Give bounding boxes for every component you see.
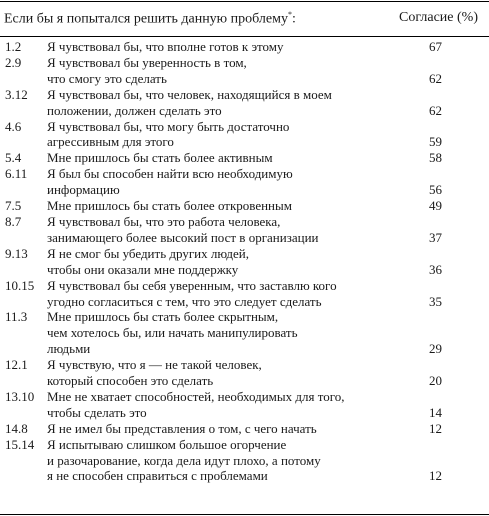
- statement-line: который способен это сделать: [47, 373, 214, 389]
- statement-line: Я чувствовал бы, что человек, находящийся в моем: [47, 86, 332, 102]
- row-id: 3.12: [5, 86, 28, 102]
- row-agreement-value: 20: [429, 373, 442, 389]
- statement-line: угодно согласиться с тем, что это следует сделать: [47, 293, 322, 309]
- table-row: [0, 119, 489, 151]
- table-row: [0, 39, 489, 55]
- statement-line: Я не смог бы убедить других людей,: [47, 245, 249, 261]
- statement-line: что смогу это сделать: [47, 70, 167, 86]
- row-agreement-value: 59: [429, 134, 442, 150]
- row-statement: [47, 214, 387, 246]
- row-id: 4.6: [5, 118, 22, 134]
- statement-line: Мне пришлось бы стать более откровенным: [47, 198, 292, 214]
- row-id: 8.7: [5, 213, 22, 229]
- table-row: [0, 166, 489, 198]
- table-row: [0, 437, 489, 485]
- row-id: 7.5: [5, 198, 22, 214]
- row-id: 11.3: [5, 309, 28, 325]
- row-statement: [47, 246, 387, 278]
- statement-line: Я чувствовал бы себя уверенным, что заставлю кого: [47, 277, 337, 293]
- table-row: [0, 421, 489, 437]
- row-statement: [47, 437, 387, 485]
- statement-line: Я чувствую, что я — не такой человек,: [47, 357, 262, 373]
- row-agreement-value: 37: [429, 229, 442, 245]
- row-id: 6.11: [5, 166, 28, 182]
- table-body: [0, 39, 489, 484]
- statement-line: людьми: [47, 341, 91, 357]
- table-row: [0, 87, 489, 119]
- statement-line: и разочарование, когда дела идут плохо, а потому: [47, 452, 321, 468]
- header-question: [4, 10, 296, 28]
- header-question-colon: :: [291, 11, 296, 27]
- statement-line: чтобы они оказали мне поддержку: [47, 261, 239, 277]
- row-id: 2.9: [5, 54, 22, 70]
- table-row: [0, 357, 489, 389]
- statement-line: Я чувствовал бы уверенность в том,: [47, 54, 247, 70]
- row-agreement-value: 67: [429, 39, 442, 54]
- statement-line: агрессивным для этого: [47, 134, 174, 150]
- row-statement: [47, 150, 387, 166]
- row-id: 9.13: [5, 245, 28, 261]
- statement-line: я не способен справиться с проблемами: [47, 468, 268, 484]
- statement-line: занимающего более высокий пост в организации: [47, 229, 319, 245]
- header-question-text: Если бы я попытался решить данную проблему: [4, 11, 288, 27]
- table-header: [4, 8, 480, 30]
- row-id: 5.4: [5, 150, 22, 166]
- row-statement: [47, 278, 387, 310]
- row-id: 15.14: [5, 436, 35, 452]
- statement-line: Я испытываю слишком большое огорчение: [47, 436, 287, 452]
- table-bottom-rule: [0, 514, 489, 515]
- row-agreement-value: 62: [429, 70, 442, 86]
- table-top-rule: [0, 1, 489, 2]
- statement-line: информацию: [47, 182, 120, 198]
- statement-line: Мне пришлось бы стать более активным: [47, 150, 273, 166]
- statement-line: чем хотелось бы, или начать манипулировать: [47, 325, 298, 341]
- statement-line: Я чувствовал бы, что это работа человека,: [47, 213, 281, 229]
- row-agreement-value: 14: [429, 404, 442, 420]
- row-agreement-value: 29: [429, 341, 442, 357]
- table-row: [0, 389, 489, 421]
- statement-line: положении, должен сделать это: [47, 102, 222, 118]
- statement-line: Мне пришлось бы стать более скрытным,: [47, 309, 279, 325]
- table-row: [0, 198, 489, 214]
- row-agreement-value: 49: [429, 198, 442, 214]
- row-agreement-value: 35: [429, 293, 442, 309]
- table-row: [0, 246, 489, 278]
- row-id: 13.10: [5, 388, 35, 404]
- statement-line: Я был бы способен найти всю необходимую: [47, 166, 293, 182]
- row-id: 12.1: [5, 357, 28, 373]
- row-statement: [47, 421, 387, 437]
- table-row: [0, 150, 489, 166]
- statement-line: чтобы сделать это: [47, 404, 147, 420]
- row-agreement-value: 12: [429, 468, 442, 484]
- statement-line: Я чувствовал бы, что могу быть достаточно: [47, 118, 290, 134]
- row-agreement-value: 36: [429, 261, 442, 277]
- table-row: [0, 214, 489, 246]
- statement-line: Я не имел бы представления о том, с чего начать: [47, 420, 317, 436]
- table-row: [0, 278, 489, 310]
- statement-line: Мне не хватает способностей, необходимых для того,: [47, 388, 345, 404]
- row-id: 1.2: [5, 39, 22, 54]
- row-statement: [47, 87, 387, 119]
- row-statement: [47, 357, 387, 389]
- row-statement: [47, 119, 387, 151]
- row-statement: [47, 198, 387, 214]
- table-row: [0, 309, 489, 357]
- row-statement: [47, 309, 387, 357]
- row-agreement-value: 58: [429, 150, 442, 166]
- row-agreement-value: 12: [429, 420, 442, 436]
- row-statement: [47, 389, 387, 421]
- row-agreement-value: 56: [429, 182, 442, 198]
- header-rule: [0, 36, 489, 37]
- row-statement: [47, 166, 387, 198]
- row-id: 14.8: [5, 420, 28, 436]
- header-footnote-mark: *: [287, 10, 292, 19]
- row-id: 10.15: [5, 277, 35, 293]
- statement-line: Я чувствовал бы, что вполне готов к этому: [47, 39, 284, 54]
- row-statement: [47, 55, 387, 87]
- row-agreement-value: 62: [429, 102, 442, 118]
- table-row: [0, 55, 489, 87]
- row-statement: [47, 39, 387, 55]
- header-agreement: Согласие (%): [399, 10, 478, 25]
